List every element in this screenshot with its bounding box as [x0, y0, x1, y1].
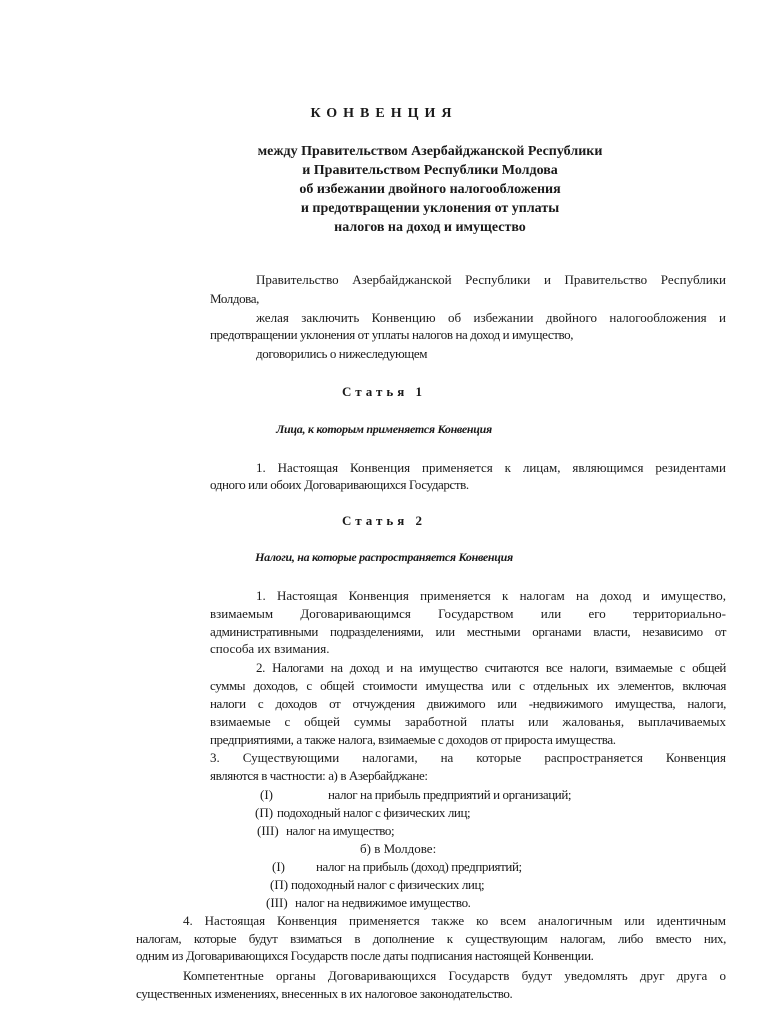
article2-p2-line4: взимаемые с общей суммы заработной платы или жалованья, выплачиваемых [210, 714, 726, 729]
article2-subheading: Налоги, на которые распространяется Конвенция [255, 550, 513, 564]
article2-p1-line4: способа их взимания. [210, 641, 330, 656]
az-item-num: (I) [260, 787, 273, 802]
article2-p2-line1: 2. Налогами на доход и на имущество считаются все налоги, взимаемые с общей [256, 660, 726, 675]
subtitle-line: налогов на доход и имущество [334, 220, 526, 235]
document-subtitle [0, 142, 768, 237]
article2-p5-line2: существенных изменениях, внесенных в их налоговое законодательство. [136, 986, 513, 1001]
az-item-text: налог на прибыль предприятий и организаций; [328, 787, 572, 802]
az-item-text: налог на имущество; [286, 823, 395, 838]
preamble-p1-line1: Правительство Азербайджанской Республики и Правительство Республики [256, 272, 726, 287]
az-item-text: подоходный налог с физических лиц; [277, 805, 471, 820]
article2-p5-line1: Компетентные органы Договаривающихся Государств будут уведомлять друг друга о [183, 968, 726, 983]
preamble-p1-line2: Молдова, [210, 291, 259, 306]
article2-p2-line3: налоги с доходов от отчуждения движимого или -недвижимого имущества, налоги, [210, 696, 726, 711]
article2-p2-line5: предприятиями, а также налога, взимаемые с доходов от прироста имущества. [210, 732, 616, 747]
md-item-num: (III) [266, 895, 288, 910]
subtitle-line: и Правительством Республики Молдова [302, 163, 558, 178]
article2-p4-line2: налогам, которые будут взиматься в дополнение к существующим налогам, либо вместо них, [136, 931, 726, 946]
article2-p1-line2: взимаемым Договаривающимся Государством или его территориально- [210, 606, 726, 621]
az-item-num: (III) [257, 823, 279, 838]
md-item-text: налог на недвижимое имущество. [295, 895, 471, 910]
preamble-p2-line2: предотвращении уклонения от уплаты налогов на доход и имущество, [210, 327, 574, 342]
article2-p3-line1: 3. Существующими налогами, на которые распространяется Конвенция [210, 750, 726, 765]
subtitle-line: между Правительством Азербайджанской Республики [257, 144, 603, 159]
article2-p1-line1: 1. Настоящая Конвенция применяется к налогам на доход и имущество, [256, 588, 726, 603]
article2-p4-line3: одним из Договаривающихся Государств после даты подписания настоящей Конвенции. [136, 948, 594, 963]
subtitle-line: об избежании двойного налогообложения [299, 182, 561, 197]
preamble-p2-line1: желая заключить Конвенцию об избежании двойного налогообложения и [256, 310, 726, 325]
article1-p1-line1: 1. Настоящая Конвенция применяется к лицам, являющимся резидентами [256, 460, 726, 475]
md-item-text: подоходный налог с физических лиц; [291, 877, 485, 892]
article2-p2-line2: суммы доходов, с общей стоимости имущества или с отдельных их элементов, включая [210, 678, 726, 693]
az-item-num: (П) [255, 805, 274, 820]
md-item-num: (I) [272, 859, 285, 874]
md-item-text: налог на прибыль (доход) предприятий; [316, 859, 522, 874]
document-title: КОНВЕНЦИЯ [310, 106, 458, 121]
article1-subheading: Лица, к которым применяется Конвенция [276, 422, 492, 436]
article2-p1-line3: административными подразделениями, или местными органами власти, независимо от [210, 624, 726, 639]
article1-p1-line2: одного или обоих Договаривающихся Государств. [210, 477, 469, 492]
article2-p3-line2: являются в частности: а) в Азербайджане: [210, 768, 428, 783]
md-heading: б) в Молдове: [360, 841, 437, 856]
article2-heading: Статья 2 [342, 513, 426, 528]
md-item-num: (П) [270, 877, 289, 892]
article2-p4-line1: 4. Настоящая Конвенция применяется также ко всем аналогичным или идентичным [183, 913, 726, 928]
subtitle-line: и предотвращении уклонения от уплаты [300, 201, 560, 216]
preamble-p3: договорились о нижеследующем [256, 346, 428, 361]
article1-heading: Статья 1 [342, 384, 426, 399]
